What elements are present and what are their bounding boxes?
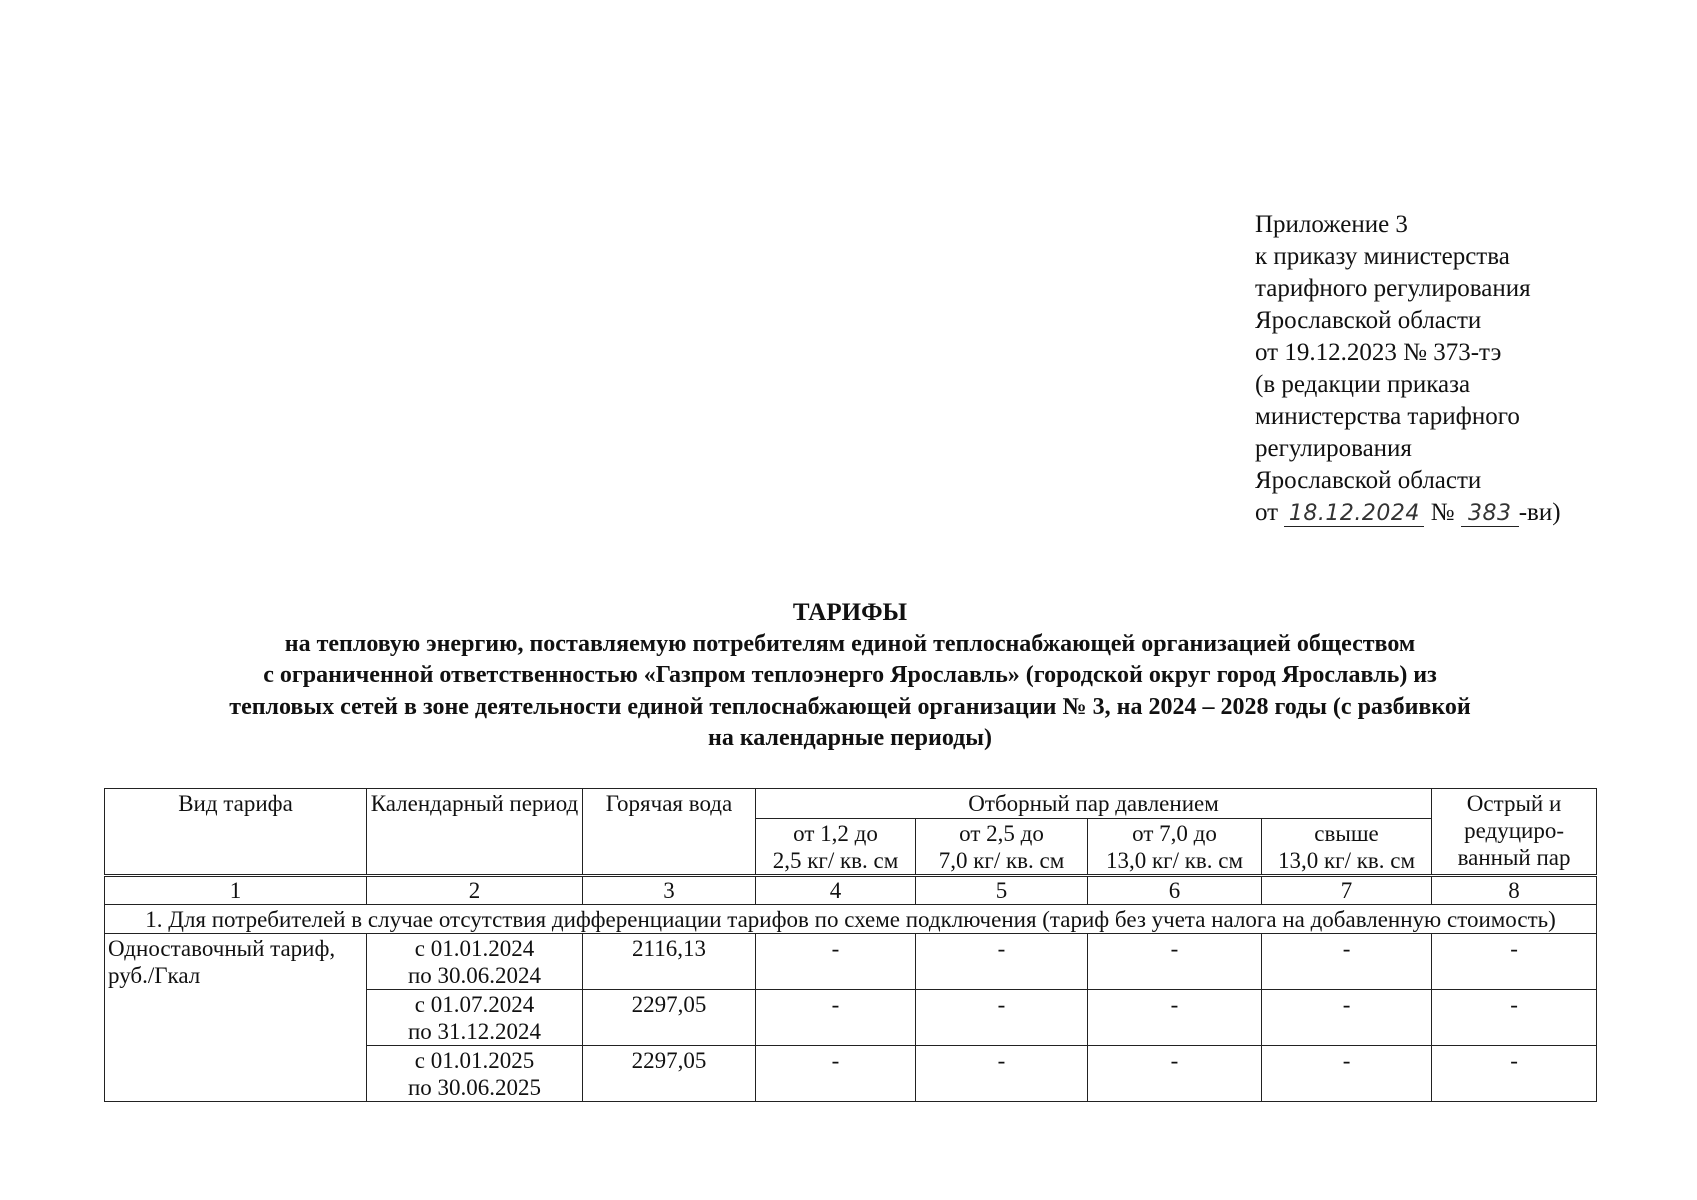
period-to: по 31.12.2024 xyxy=(407,1019,542,1044)
document-title xyxy=(100,597,1600,755)
period-cell xyxy=(367,990,583,1046)
column-number: 7 xyxy=(1262,876,1432,905)
appendix-block xyxy=(1255,209,1685,529)
value-cell: - xyxy=(1088,990,1262,1046)
appendix-line: Ярославской области xyxy=(1255,307,1482,334)
column-number: 5 xyxy=(916,876,1088,905)
title-line: на тепловую энергию, поставляемую потребителям единой теплоснабжающей организацией обществом xyxy=(284,630,1416,657)
period-cell xyxy=(367,934,583,990)
header-steam-2-line1: от 2,5 до xyxy=(959,821,1044,846)
header-steam-1-line2: 2,5 кг/ кв. см xyxy=(772,848,899,873)
value-cell: - xyxy=(1432,1046,1597,1102)
header-steam-2 xyxy=(916,819,1088,876)
amendment-prefix: от xyxy=(1255,499,1279,526)
header-steam-4-line1: свыше xyxy=(1314,821,1379,846)
handwritten-date: 18.12.2024 xyxy=(1284,502,1424,527)
column-number: 3 xyxy=(583,876,756,905)
header-steam-1 xyxy=(756,819,916,876)
value-cell: - xyxy=(1262,990,1432,1046)
header-steam-4-line2: 13,0 кг/ кв. см xyxy=(1278,848,1416,873)
column-number: 1 xyxy=(105,876,367,905)
period-to: по 30.06.2025 xyxy=(407,1075,542,1100)
title-main: ТАРИФЫ xyxy=(792,599,908,626)
title-line: тепловых сетей в зоне деятельности единой теплоснабжающей организации № 3, на 2024 – 2028 годы (с разбивкой xyxy=(229,693,1471,720)
header-tariff-type: Вид тарифа xyxy=(105,789,367,876)
value-cell: - xyxy=(916,1046,1088,1102)
value-cell: - xyxy=(1432,934,1597,990)
value-cell: - xyxy=(756,990,916,1046)
section-row xyxy=(105,905,1597,934)
header-steam-group: Отборный пар давлением xyxy=(756,789,1432,819)
hot-water-cell: 2297,05 xyxy=(583,990,756,1046)
column-number: 6 xyxy=(1088,876,1262,905)
header-steam-3 xyxy=(1088,819,1262,876)
header-period: Календарный период xyxy=(367,789,583,876)
handwritten-number: 383 xyxy=(1461,502,1519,527)
section-heading: 1. Для потребителей в случае отсутствия дифференциации тарифов по схеме подключения (тариф без учета налога на добавленную стоимость) xyxy=(105,905,1597,934)
column-number: 8 xyxy=(1432,876,1597,905)
tariff-type-cell: Одноставочный тариф, руб./Гкал xyxy=(105,934,367,1102)
column-number-row xyxy=(105,876,1597,905)
header-steam-2-line2: 7,0 кг/ кв. см xyxy=(938,848,1065,873)
appendix-line: тарифного регулирования xyxy=(1255,275,1531,302)
appendix-line: Приложение 3 xyxy=(1255,211,1408,238)
value-cell: - xyxy=(1088,934,1262,990)
header-steam-3-line1: от 7,0 до xyxy=(1132,821,1217,846)
appendix-line: регулирования xyxy=(1255,435,1412,462)
hot-water-cell: 2116,13 xyxy=(583,934,756,990)
value-cell: - xyxy=(756,1046,916,1102)
period-from: с 01.07.2024 xyxy=(414,992,535,1017)
appendix-line: (в редакции приказа xyxy=(1255,371,1471,398)
period-from: с 01.01.2024 xyxy=(414,936,535,961)
period-to: по 30.06.2024 xyxy=(407,963,542,988)
header-steam-4 xyxy=(1262,819,1432,876)
column-number: 2 xyxy=(367,876,583,905)
appendix-line: от 19.12.2023 № 373-тэ xyxy=(1255,339,1502,366)
header-steam-3-line2: 13,0 кг/ кв. см xyxy=(1105,848,1244,873)
header-hot-water: Горячая вода xyxy=(583,789,756,876)
column-number: 4 xyxy=(756,876,916,905)
header-sharp-steam: Острый и редуциро-ванный пар xyxy=(1432,789,1597,876)
appendix-line: Ярославской области xyxy=(1255,467,1482,494)
appendix-line: к приказу министерства xyxy=(1255,243,1510,270)
value-cell: - xyxy=(1262,1046,1432,1102)
period-cell xyxy=(367,1046,583,1102)
value-cell: - xyxy=(1432,990,1597,1046)
header-row xyxy=(105,789,1597,819)
title-line: на календарные периоды) xyxy=(708,725,992,751)
number-sign: № xyxy=(1430,499,1455,526)
value-cell: - xyxy=(916,990,1088,1046)
tariff-table xyxy=(104,788,1597,1102)
value-cell: - xyxy=(1088,1046,1262,1102)
value-cell: - xyxy=(1262,934,1432,990)
header-steam-1-line1: от 1,2 до xyxy=(793,821,878,846)
appendix-amendment-line xyxy=(1255,497,1685,529)
table-row xyxy=(105,934,1597,990)
amendment-suffix: -ви) xyxy=(1518,499,1561,526)
title-line: с ограниченной ответственностью «Газпром теплоэнерго Ярославль» (городской округ город Ярославль) из xyxy=(263,662,1437,688)
appendix-line: министерства тарифного xyxy=(1255,403,1520,430)
value-cell: - xyxy=(916,934,1088,990)
period-from: с 01.01.2025 xyxy=(414,1048,535,1073)
value-cell: - xyxy=(756,934,916,990)
hot-water-cell: 2297,05 xyxy=(583,1046,756,1102)
